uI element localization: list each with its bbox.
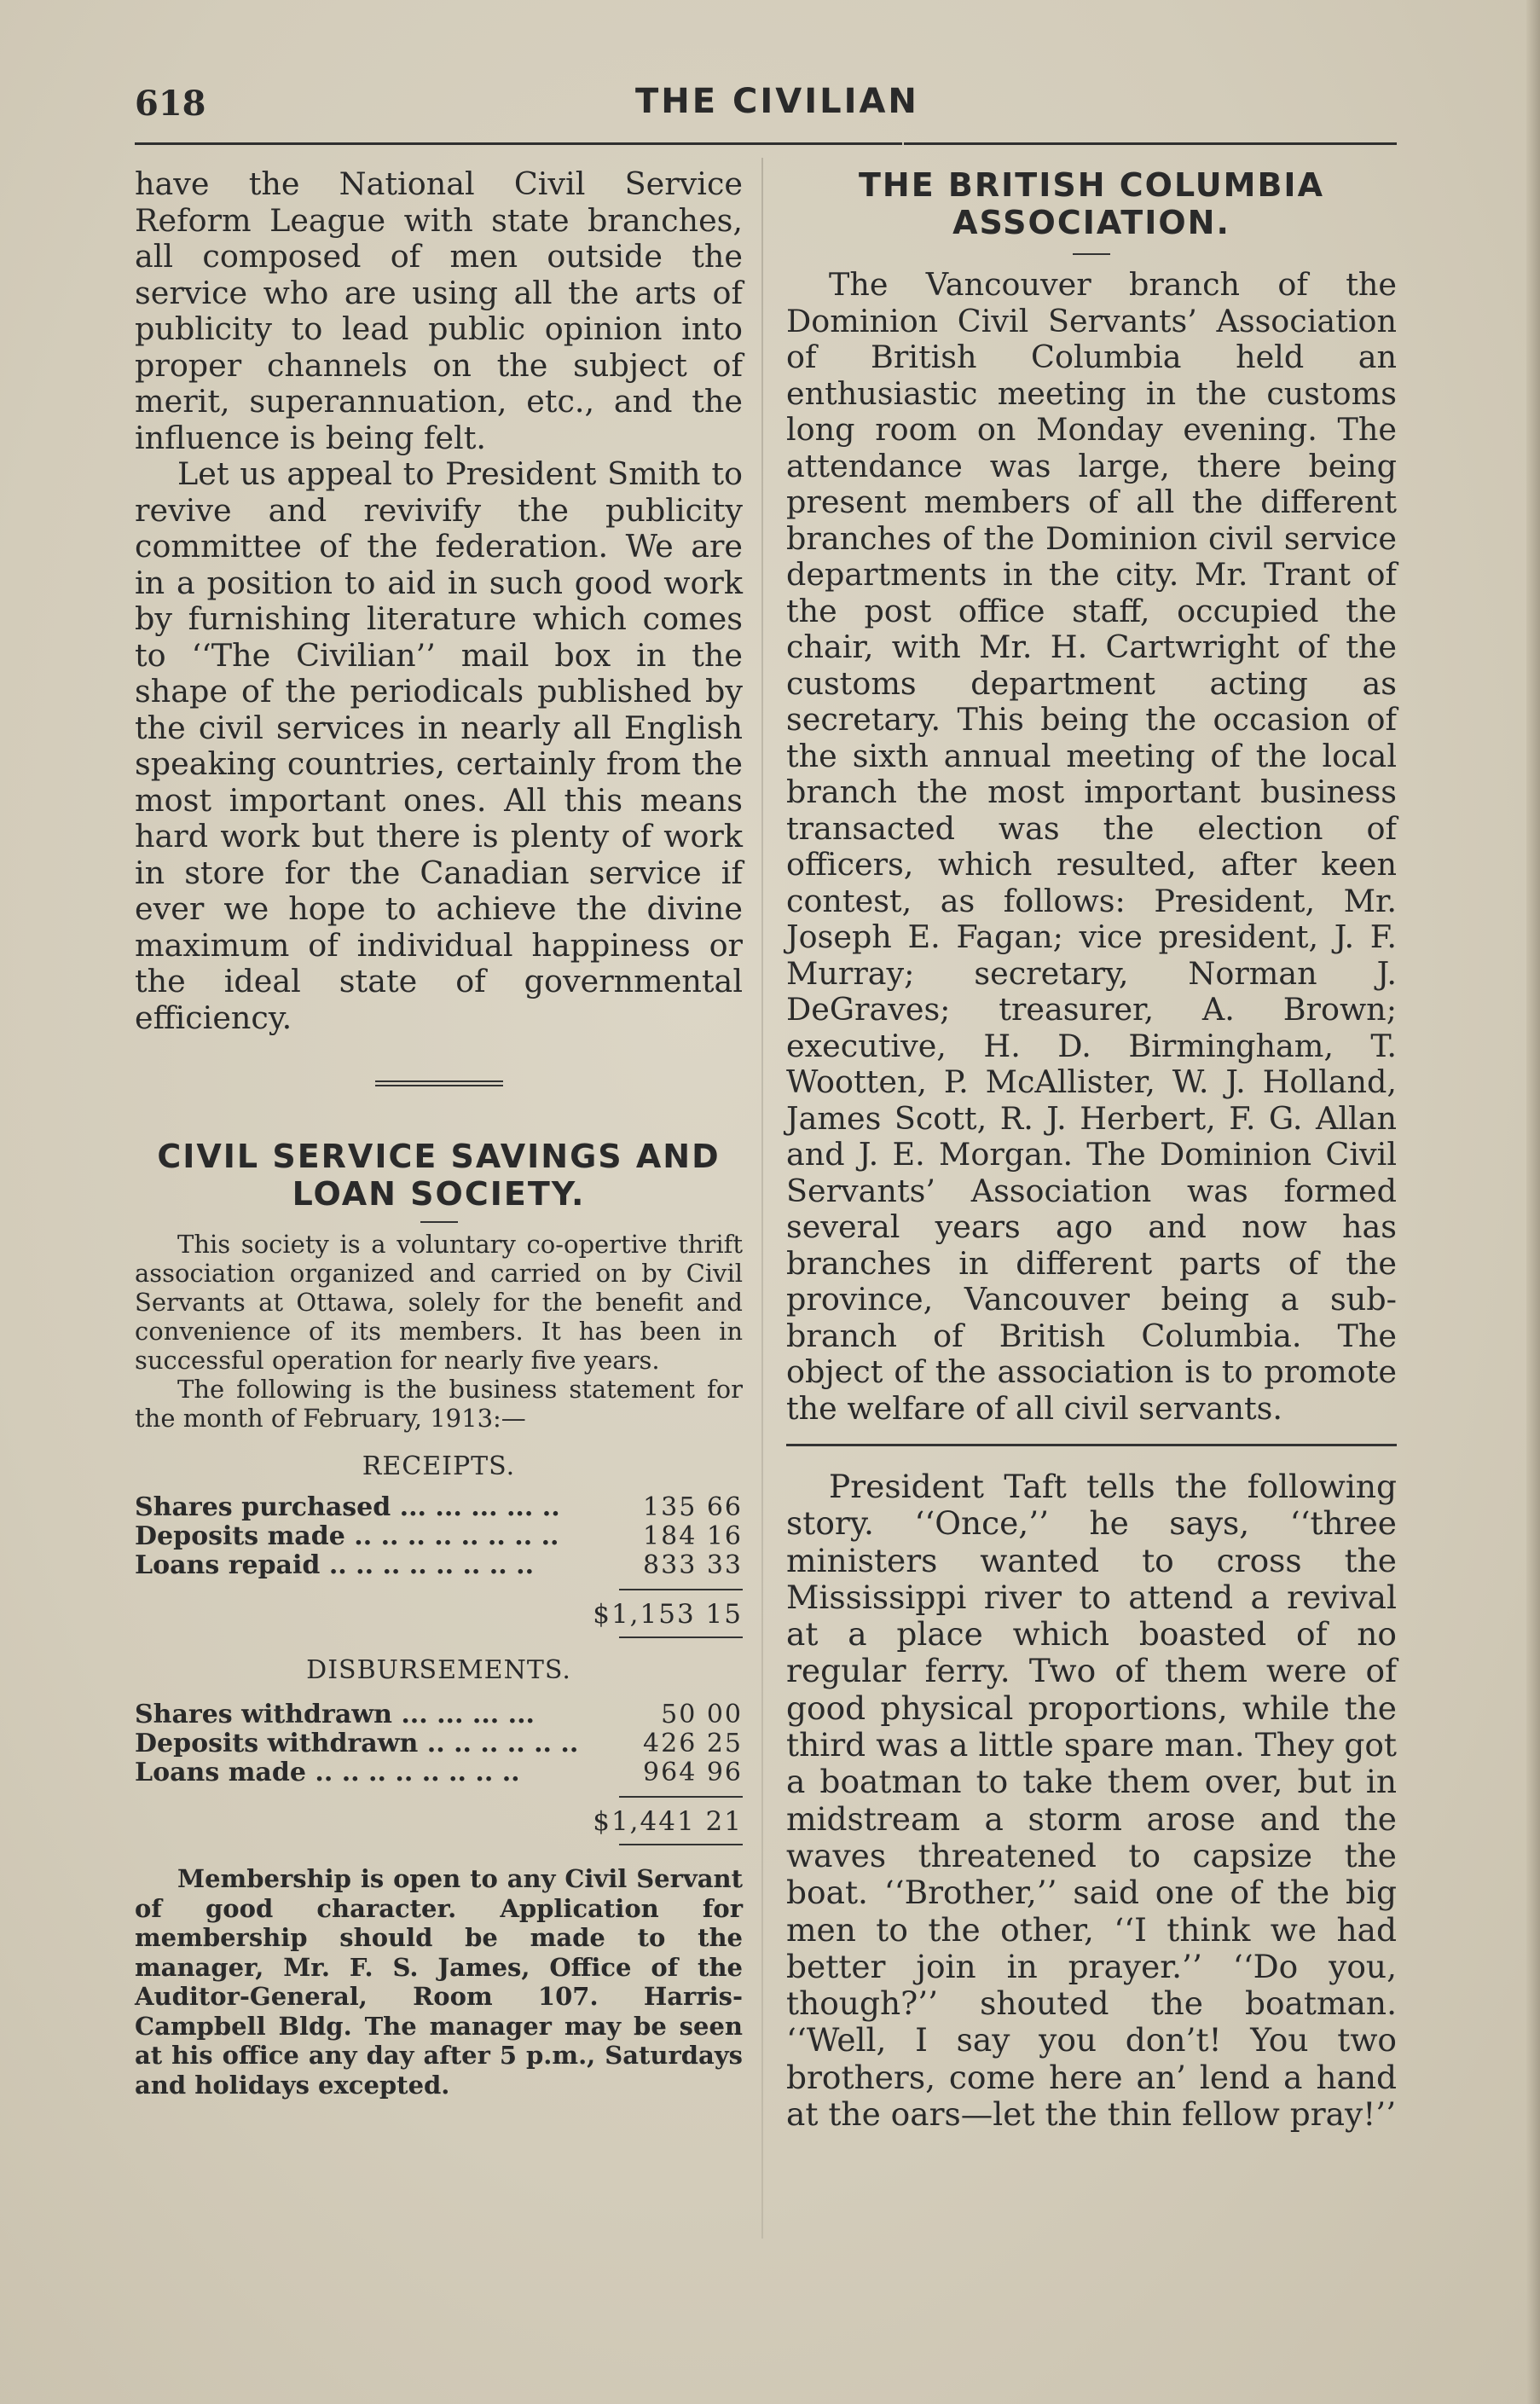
header-rule-left (135, 142, 902, 145)
column-divider (761, 158, 763, 2239)
bc-association-paragraph: The Vancouver branch of the Dominion Civil Servants’ Association of British Columbia held an enthusiastic meeting in the customs long room on Monday evening. The attendance was large, there being present members of all the different branches of the Dominion civil service departments in the city. Mr. Trant of the post office staff, occupied the chair, with Mr. H. Cartwright of the customs department acting as secretary. This being the occasion of the sixth annual meeting of the local branch the most important business transacted was the election of officers, which resulted, after keen contest, as follows: President, Mr. Joseph E. Fagan; vice president, J. F. Murray; secretary, Norman J. DeGraves; treasurer, A. Brown; executive, H. D. Birmingham, T. Wootten, P. McAllister, W. J. Holland, James Scott, R. J. Herbert, F. G. Allan and J. E. Morgan. The Dominion Civil Servants’ Association was formed several years ago and now has branches in different parts of the province, Vancouver being a sub-branch of British Columbia. The object of the association is to promote the welfare of all civil servants. (786, 266, 1397, 1427)
row-amount: 50 00 (661, 1700, 743, 1729)
savings-society-headline: CIVIL SERVICE SAVINGS AND LOAN SOCIETY. (157, 1138, 721, 1213)
taft-story-paragraph: President Taft tells the following story. ‘‘Once,’’ he says, ‘‘three ministers wanted to cross the Mississippi river to attend a revival at a place which boasted of no regular ferry. Two of them were of good physical proportions, while the third was a little spare man. They got a boatman to take them over, but in midstream a storm arose and the waves threatened to capsize the boat. ‘‘Brother,’’ said one of the big men to the other, ‘‘I think we had better join in prayer.’’ ‘‘Do you, though?’’ shouted the boatman. ‘‘Well, I say you don’t! You two brothers, come here an’ lend a hand at the oars—let the thin fellow pray!’’ (786, 1468, 1397, 2134)
row-label: Shares purchased ... ... ... ... .. (135, 1492, 560, 1522)
disbursements-total: $1,441 21 (593, 1806, 743, 1837)
row-amount: 833 33 (643, 1550, 743, 1580)
headline-dash (1073, 253, 1110, 255)
journal-title: THE CIVILIAN (635, 82, 919, 121)
membership-note: Membership is open to any Civil Servant of good character. Application for membership should be made to the manager, Mr. F. S. James, Office of the Auditor-General, Room 107. Harris-Campbell Bldg. The manager may be seen at his office any day after 5 p.m., Saturdays and holidays excepted. (135, 1864, 743, 2100)
savings-statement-intro: The following is the business statement for the month of February, 1913:— (135, 1375, 743, 1433)
row-label: Loans repaid .. .. .. .. .. .. .. .. (135, 1550, 535, 1580)
table-row (135, 1551, 743, 1580)
page-number: 618 (135, 84, 206, 124)
table-row (135, 1729, 743, 1758)
section-divider (375, 1080, 503, 1086)
row-amount: 964 96 (643, 1758, 743, 1787)
row-amount: 184 16 (643, 1521, 743, 1551)
header-rule-right (904, 142, 1397, 145)
bc-association-headline: THE BRITISH COLUMBIA ASSOCIATION. (859, 166, 1324, 241)
row-label: Deposits made .. .. .. .. .. .. .. .. (135, 1521, 559, 1551)
receipts-table (135, 1493, 743, 1638)
table-row (135, 1758, 743, 1787)
row-label: Deposits withdrawn .. .. .. .. .. .. (135, 1729, 579, 1758)
receipts-heading: RECEIPTS. (362, 1451, 516, 1481)
headline-dash (420, 1221, 458, 1223)
intro-paragraph: have the National Civil Service Reform League with state branches, all composed of men outside the service who are using all the arts of publicity to lead public opinion into proper channels on the subject of merit, superannuation, etc., and the influence is being felt. (135, 165, 743, 456)
row-amount: 426 25 (643, 1729, 743, 1758)
disbursements-table (135, 1700, 743, 1845)
row-label: Loans made .. .. .. .. .. .. .. .. (135, 1758, 520, 1787)
page-edge-shadow (1526, 0, 1540, 2404)
appeal-paragraph: Let us appeal to President Smith to revive and revivify the publicity committee of the federation. We are in a position to aid in such good work by furnishing literature which comes to ‘‘The Civilian’’ mail box in the shape of the periodicals published by the civil services in nearly all English speaking countries, certainly from the most important ones. All this means hard work but there is plenty of work in store for the Canadian service if ever we hope to achieve the divine maximum of individual happiness or the ideal state of governmental efficiency. (135, 455, 743, 1036)
right-column (786, 166, 1397, 2133)
table-row (135, 1700, 743, 1729)
left-column (135, 166, 743, 2100)
row-amount: 135 66 (643, 1492, 743, 1522)
table-row (135, 1493, 743, 1522)
disbursements-heading: DISBURSEMENTS. (306, 1655, 571, 1685)
receipts-total: $1,153 15 (593, 1599, 743, 1630)
row-label: Shares withdrawn ... ... ... ... (135, 1700, 535, 1729)
table-row (135, 1522, 743, 1551)
savings-intro-paragraph: This society is a voluntary co-opertive thrift association organized and carried on by Civil Servants at Ottawa, solely for the benefit and convenience of its members. It has been in successful operation for nearly five years. (135, 1230, 743, 1375)
